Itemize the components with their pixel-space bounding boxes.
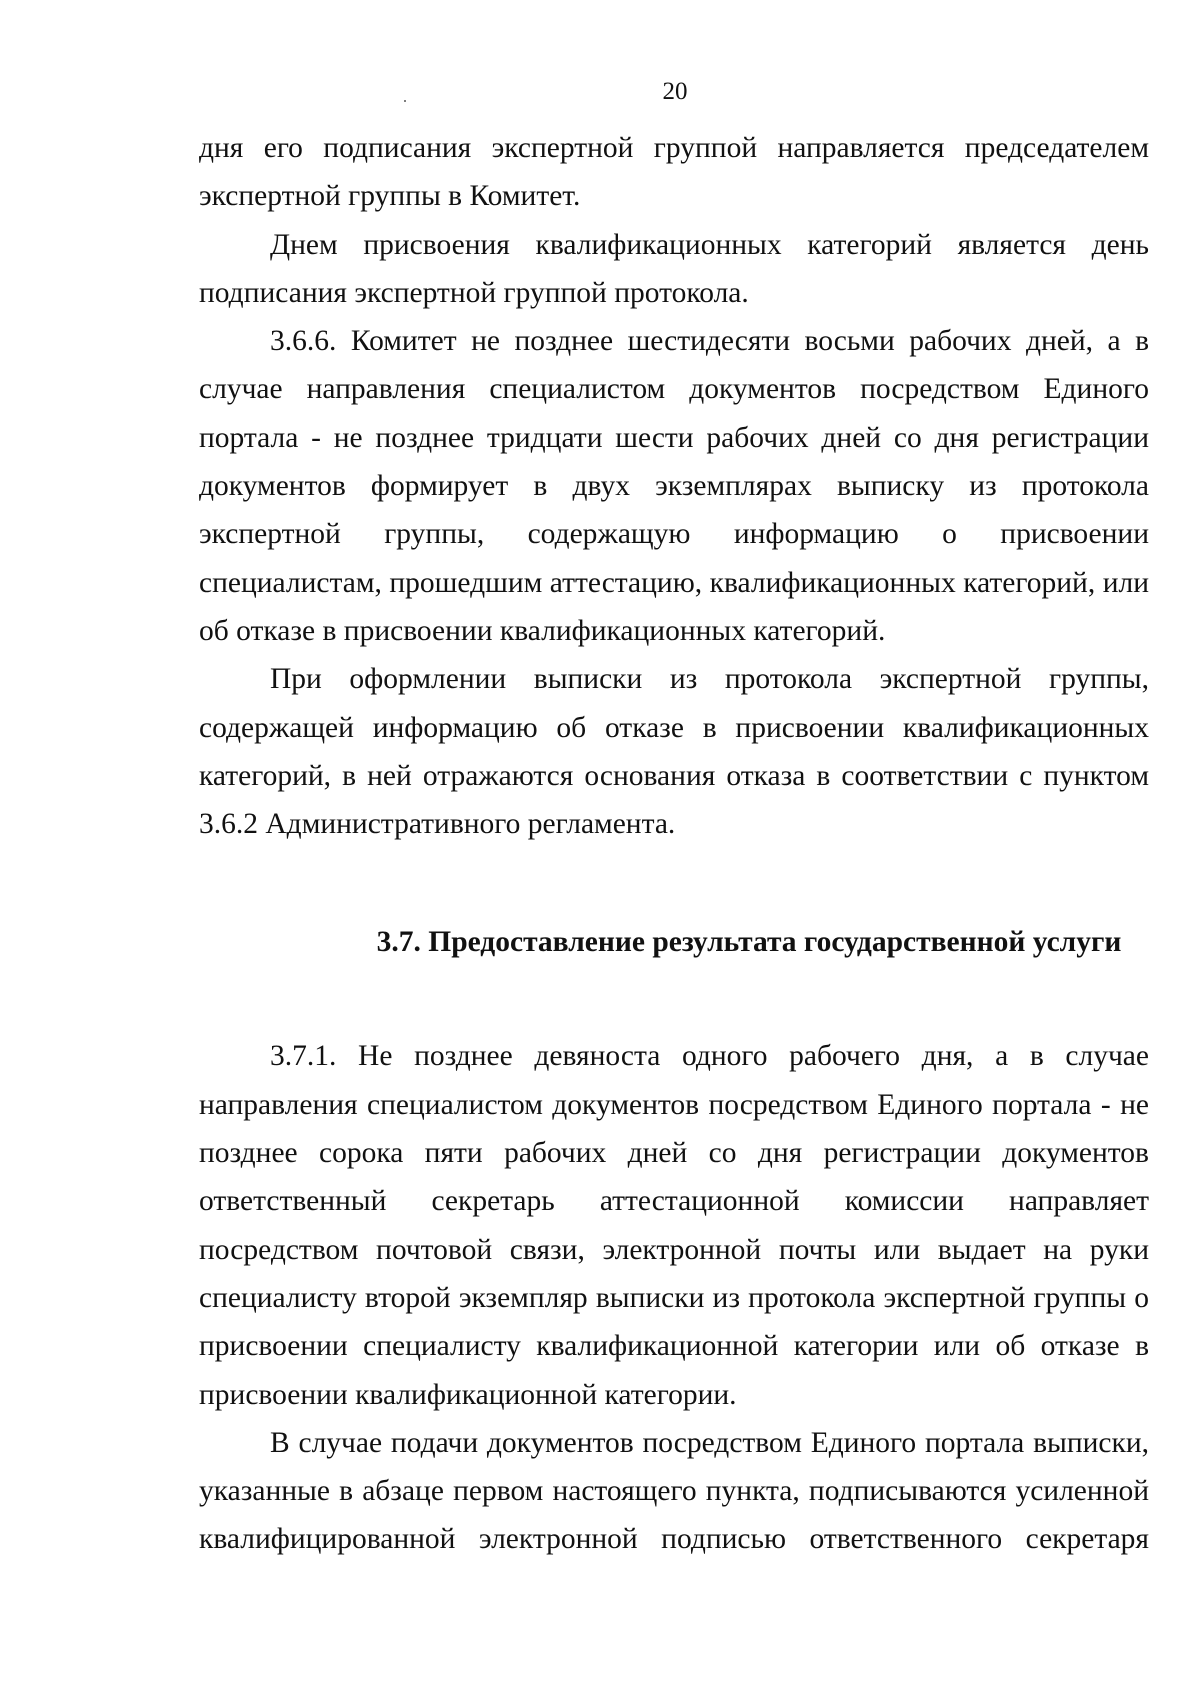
paragraph-assignment-day: Днем присвоения квалификационных категорий является день подписания экспертной группой протокола. xyxy=(199,228,1149,309)
paragraph-refusal-grounds: При оформлении выписки из протокола экспертной группы, содержащей информацию об отказе в присвоении квалификационных категорий, в ней отражаются основания отказа в соответствии с пунктом 3.6.2 Административного регламента. xyxy=(199,663,1149,841)
paragraph-continuation: дня его подписания экспертной группой направляется председателем экспертной группы в Комитет. xyxy=(199,132,1149,213)
paragraph-3-7-1: 3.7.1. Не позднее девяноста одного рабочего дня, а в случае направления специалистом документов посредством Единого портала - не позднее сорока пяти рабочих дней со дня регистрации документов ответственный секретарь аттестационной комиссии направляет посредством почтовой связи, электронной почты или выдает на руки специалисту второй экземпляр выписки из протокола экспертной группы о присвоении специалисту квалификационной категории или об отказе в присвоении квалификационной категории. xyxy=(199,1040,1149,1411)
paragraph-3-6-6: 3.6.6. Комитет не позднее шестидесяти восьми рабочих дней, а в случае направления специалистом документов посредством Единого портала - не позднее тридцати шести рабочих дней со дня регистрации документов формирует в двух экземплярах выписку из протокола экспертной группы, содержащую информацию о присвоении специалистам, прошедшим аттестацию, квалификационных категорий, или об отказе в присвоении квалификационных категорий. xyxy=(199,325,1149,647)
paragraph-electronic-signature: В случае подачи документов посредством Единого портала выписки, указанные в абзаце первом настоящего пункта, подписываются усиленной квалифицированной электронной подписью ответственного секретаря xyxy=(199,1426,1149,1556)
page-number: 20 xyxy=(662,78,688,105)
document-body xyxy=(199,124,1149,1564)
section-heading-3-7: 3.7. Предоставление результата государственной услуги xyxy=(376,926,1122,959)
